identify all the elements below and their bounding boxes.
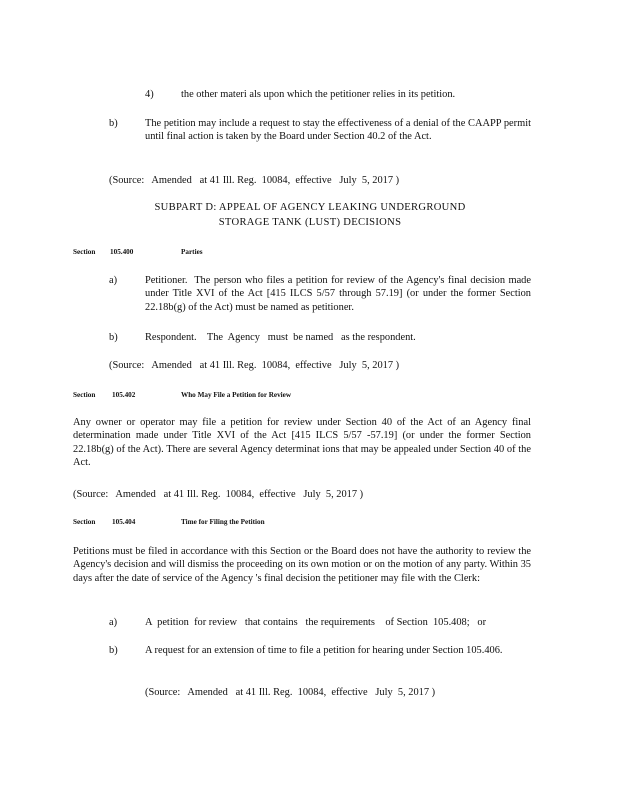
section-404-title: Time for Filing the Petition <box>181 518 265 526</box>
section-402-title: Who May File a Petition for Review <box>181 391 292 399</box>
item-b-marker: b) <box>109 118 118 129</box>
section-400-b-text: Respondent. The Agency must be named as the respondent. <box>145 332 416 343</box>
section-400-source: (Source: Amended at 41 Ill. Reg. 10084, effective July 5, 2017 ) <box>109 360 400 371</box>
section-404-a-marker: a) <box>109 617 118 628</box>
section-402-number: 105.402 <box>112 391 136 399</box>
section-404-label: Section <box>73 518 96 526</box>
section-400-title: Parties <box>181 248 203 256</box>
item-4-text: the other materi als upon which the petitioner relies in its petition. <box>181 89 456 100</box>
section-400-number: 105.400 <box>110 248 134 256</box>
item-b-text: The petition may include a request to stay the effectiveness of a denial of the CAAPP permit until final action is taken by the Board under Section 40.2 of the Act. <box>145 118 534 143</box>
section-404-source: (Source: Amended at 41 Ill. Reg. 10084, effective July 5, 2017 ) <box>145 687 436 698</box>
section-404-b-text: A request for an extension of time to file a petition for hearing under Section 105.406. <box>145 645 503 656</box>
section-402-body: Any owner or operator may file a petition for review under Section 40 of the Act of an Agency final determination made under Title XVI of the Act [415 ILCS 5/57 -57.19] (or under the former Section 22.18b(g) of the Act). There are several Agency determinat ions that may be appealed under Section 40 of the Act. <box>73 417 534 469</box>
subpart-heading-line-1: SUBPART D: APPEAL OF AGENCY LEAKING UNDERGROUND <box>154 202 466 213</box>
section-404-b-marker: b) <box>109 645 118 656</box>
source-note-1: (Source: Amended at 41 Ill. Reg. 10084, effective July 5, 2017 ) <box>109 175 400 186</box>
section-402-source: (Source: Amended at 41 Ill. Reg. 10084, effective July 5, 2017 ) <box>73 489 364 500</box>
section-404-a-text: A petition for review that contains the requirements of Section 105.408; or <box>145 617 487 628</box>
section-404-body: Petitions must be filed in accordance with this Section or the Board does not have the authority to review the Agency's decision and will dismiss the proceeding on its own motion or on the motion of any party. Within 35 days after the date of service of the Agency 's final decision the petitioner may file with the Clerk: <box>73 546 534 584</box>
section-400-a-text: Petitioner. The person who files a petition for review of the Agency's final decision made under Title XVI of the Act [415 ILCS 5/57 through 57.19] (or under the former Section 22.18b(g) of the Act) must be named as petitioner. <box>145 275 534 313</box>
section-400-a-marker: a) <box>109 275 118 286</box>
section-400-label: Section <box>73 248 96 256</box>
subpart-heading-line-2: STORAGE TANK (LUST) DECISIONS <box>218 217 402 228</box>
section-402-label: Section <box>73 391 96 399</box>
item-4-marker: 4) <box>145 89 154 100</box>
section-404-number: 105.404 <box>112 518 136 526</box>
section-400-b-marker: b) <box>109 332 118 343</box>
